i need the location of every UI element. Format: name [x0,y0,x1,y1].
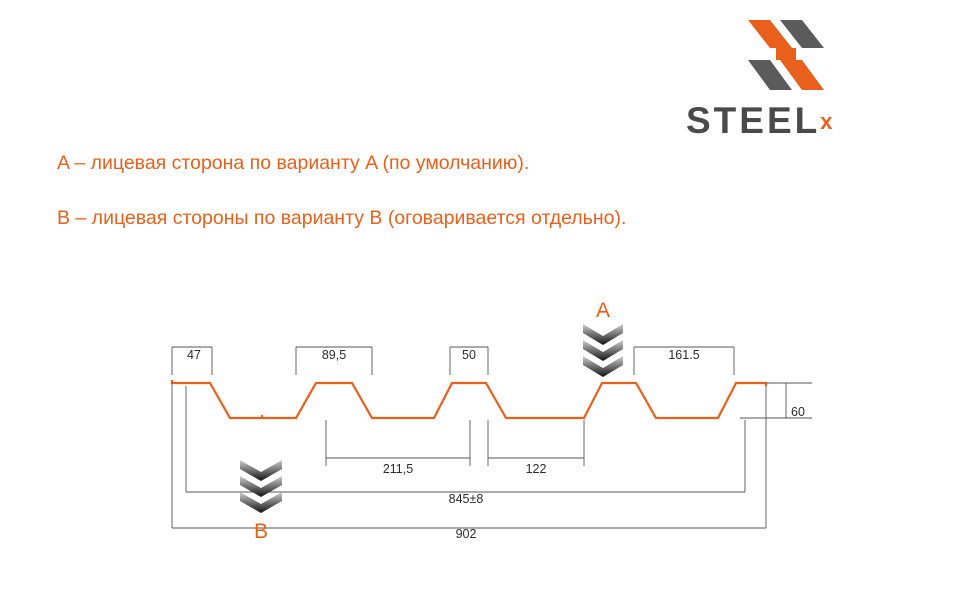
logo-wordmark [686,100,876,140]
logo-wordmark-superscript: x [820,109,833,134]
steelx-x-mark [746,18,826,94]
marker-a-label: A [595,299,611,322]
chevron-down-icon [240,460,282,513]
marker-a [583,299,623,377]
dimension-lines-top [172,347,734,375]
legend-line-a: A – лицевая сторона по варианту A (по умолчанию). [57,152,530,174]
dim-845: 845±8 [448,492,484,506]
dim-89-5: 89,5 [321,348,347,362]
dim-60: 60 [791,405,805,419]
dim-211-5: 211,5 [382,462,414,476]
legend [57,152,817,231]
profile-drawing [0,270,970,590]
profile-outline [172,380,766,418]
dim-161-5: 161.5 [668,348,700,362]
marker-b-label: B [253,520,269,543]
dim-50: 50 [462,348,476,362]
legend-line-b: B – лицевая стороны по варианту B (оговаривается отдельно). [57,207,627,230]
dimension-lines-mid [326,420,584,466]
brand-logo [676,18,876,146]
dim-902: 902 [455,527,477,541]
chevron-down-icon [583,324,623,377]
dim-122: 122 [525,462,547,476]
dim-47: 47 [187,348,201,362]
logo-wordmark-text: STEEL [686,100,821,141]
marker-b [240,460,282,543]
